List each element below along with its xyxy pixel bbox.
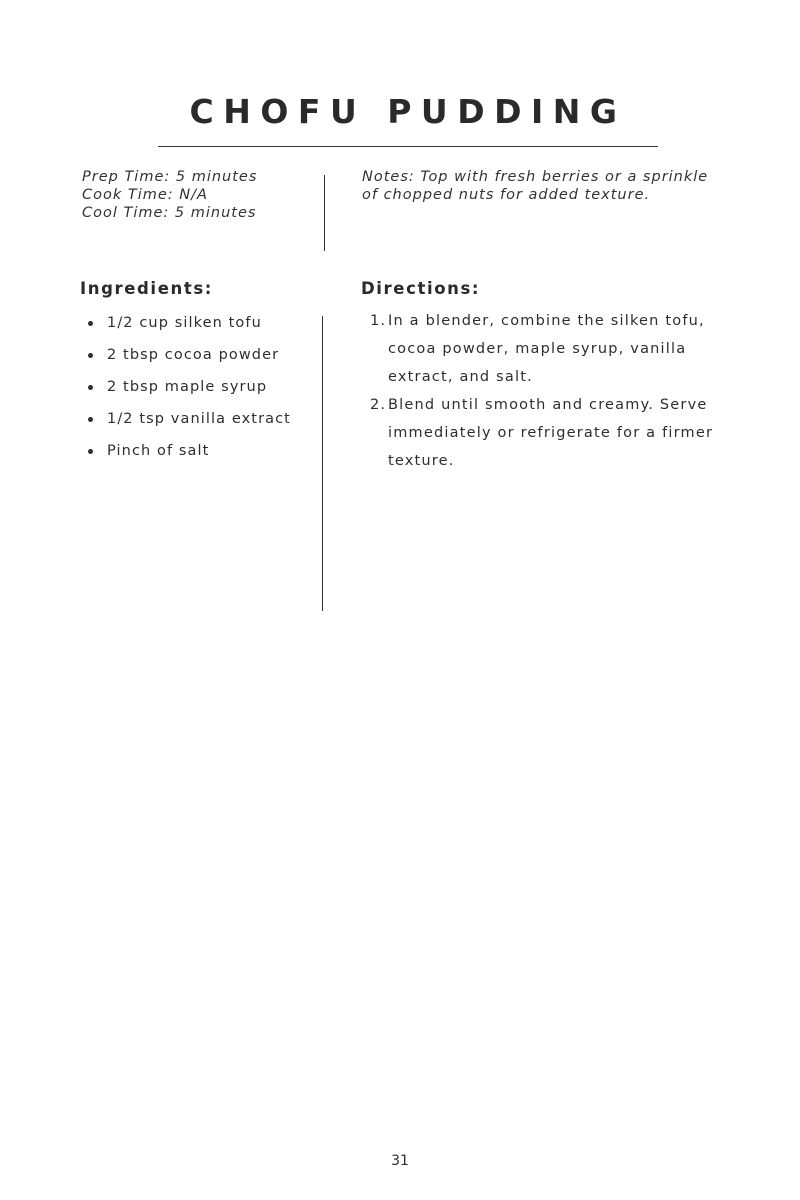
ingredient-item [82,407,317,439]
ingredient-text: 2 tbsp cocoa powder [107,347,280,363]
ingredient-item [82,439,317,471]
step-text: Blend until smooth and creamy. Serve immediately or refrigerate for a firmer texture. [388,397,714,469]
page-number: 31 [391,1153,409,1169]
recipe-notes: Notes: Top with fresh berries or a sprinkle of chopped nuts for added texture. [362,169,709,203]
ingredient-text: Pinch of salt [107,443,210,459]
ingredient-item [82,375,317,407]
ingredient-text: 1/2 tsp vanilla extract [107,411,291,427]
step-text: In a blender, combine the silken tofu, cocoa powder, maple syrup, vanilla extract, and salt. [388,313,705,385]
direction-step [368,307,718,391]
recipe-times [82,168,312,222]
direction-step [368,391,718,475]
step-number: 2. [370,397,387,413]
bullet-icon [88,321,93,326]
directions-list [368,307,718,475]
ingredient-text: 2 tbsp maple syrup [107,379,268,395]
ingredient-item [82,311,317,343]
step-number: 1. [370,313,387,329]
page-title: CHOFU PUDDING [189,92,627,131]
ingredients-list [82,311,317,471]
cool-time: Cool Time: 5 minutes [82,205,257,221]
ingredient-item [82,343,317,375]
prep-time: Prep Time: 5 minutes [82,169,258,185]
bullet-icon [88,385,93,390]
bullet-icon [88,449,93,454]
ingredients-heading: Ingredients: [80,279,213,298]
title-divider [158,146,658,147]
cook-time: Cook Time: N/A [82,187,208,203]
bullet-icon [88,417,93,422]
bullet-icon [88,353,93,358]
directions-heading: Directions: [361,279,481,298]
ingredient-text: 1/2 cup silken tofu [107,315,262,331]
column-divider [322,316,323,611]
meta-column-divider [324,175,325,251]
